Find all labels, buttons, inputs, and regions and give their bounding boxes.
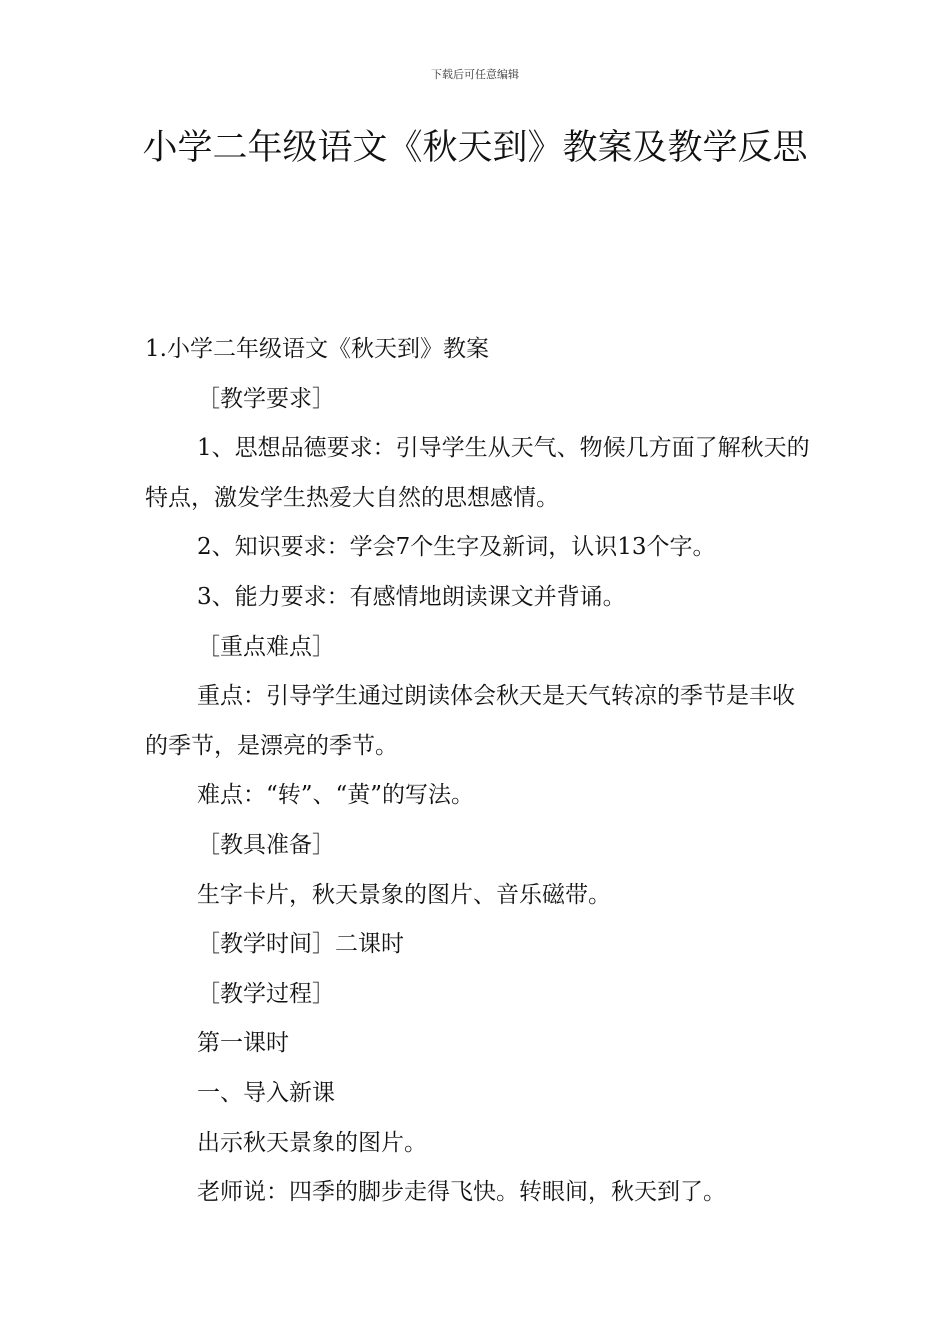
paragraph-moral-requirement: 1、思想品德要求：引导学生从天气、物候几方面了解秋天的特点，激发学生热爱大自然的思想感情。 bbox=[145, 435, 810, 511]
paragraph-key-point: 重点：引导学生通过朗读体会秋天是天气转凉的季节是丰收的季节，是漂亮的季节。 bbox=[145, 683, 795, 759]
paragraph-materials: 生字卡片，秋天景象的图片、音乐磁带。 bbox=[197, 881, 611, 908]
paragraph-difficulty: 难点：“转”、“黄”的写法。 bbox=[197, 782, 475, 809]
paragraph-first-lesson: 第一课时 bbox=[197, 1030, 289, 1057]
paragraph-ability-requirement: 3、能力要求：有感情地朗读课文并背诵。 bbox=[197, 583, 626, 610]
paragraph-introduction: 一、导入新课 bbox=[197, 1079, 335, 1106]
document-title: 小学二年级语文《秋天到》教案及教学反思 bbox=[142, 128, 808, 168]
document-body bbox=[145, 325, 810, 1218]
paragraph-teaching-time: ［教学时间］二课时 bbox=[197, 931, 404, 958]
subsection-heading-process: ［教学过程］ bbox=[197, 980, 335, 1007]
section-heading: 1.小学二年级语文《秋天到》教案 bbox=[145, 336, 489, 362]
subsection-heading-requirements: ［教学要求］ bbox=[197, 385, 335, 412]
paragraph-show-pictures: 出示秋天景象的图片。 bbox=[197, 1129, 427, 1156]
header-note: 下载后可任意编辑 bbox=[431, 68, 519, 81]
paragraph-teacher-says: 老师说：四季的脚步走得飞快。转眼间，秋天到了。 bbox=[197, 1179, 726, 1206]
paragraph-knowledge-requirement: 2、知识要求：学会7个生字及新词，认识13个字。 bbox=[197, 534, 716, 561]
subsection-heading-key-points: ［重点难点］ bbox=[197, 633, 335, 660]
subsection-heading-materials: ［教具准备］ bbox=[197, 831, 335, 858]
